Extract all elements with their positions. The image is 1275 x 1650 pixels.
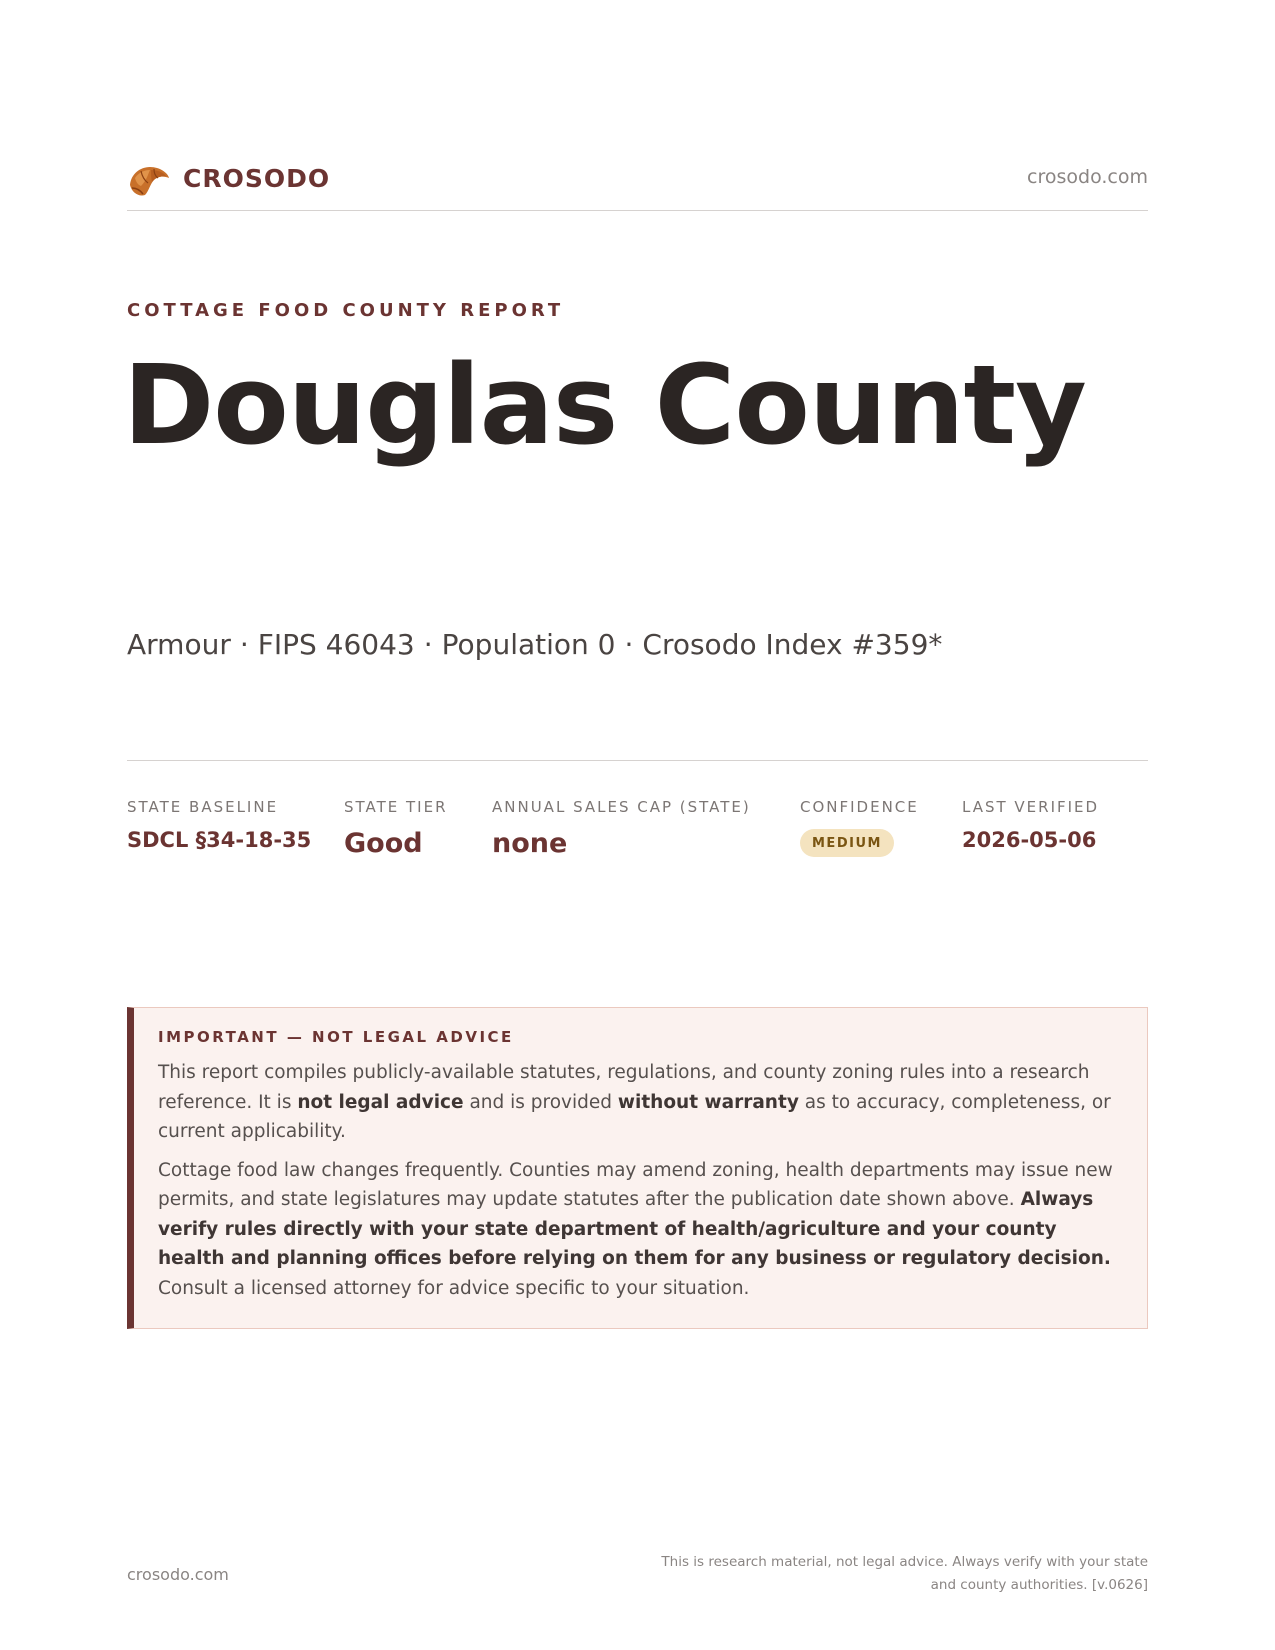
stat-label: LAST VERIFIED: [962, 798, 1100, 816]
footer-disclaimer-line: This is research material, not legal advice. Always verify with your state: [661, 1554, 1148, 1570]
crosodo-index: Crosodo Index #359*: [642, 628, 943, 661]
divider: [127, 760, 1148, 761]
county-seat: Armour: [127, 628, 231, 661]
separator: ·: [239, 628, 249, 661]
footer-disclaimer-line: and county authorities. [v.0626]: [930, 1577, 1148, 1593]
report-eyebrow: COTTAGE FOOD COUNTY REPORT: [127, 300, 565, 321]
page-header: [127, 158, 1148, 211]
disclaimer-heading: IMPORTANT — NOT LEGAL ADVICE: [158, 1028, 514, 1046]
stat-annual-sales-cap: [492, 798, 751, 859]
text-run: This report compiles publicly-available statutes, regulations, and county zoning rules into a research reference. It is: [158, 1062, 1090, 1113]
text-run: as to accuracy, completeness, or current applicability.: [158, 1091, 1111, 1142]
page-title: Douglas County: [123, 341, 1086, 469]
separator: ·: [624, 628, 634, 661]
separator: ·: [423, 628, 433, 661]
stat-value: none: [492, 828, 568, 859]
county-subtitle: [127, 628, 942, 661]
text-run: Consult a licensed attorney for advice specific to your situation.: [158, 1277, 750, 1299]
footer-disclaimer: [628, 1551, 1148, 1597]
stat-value: 2026-05-06: [962, 828, 1097, 852]
stat-label: STATE TIER: [344, 798, 448, 816]
stat-label: CONFIDENCE: [800, 798, 919, 816]
population: Population 0: [441, 628, 616, 661]
footer-site-link[interactable]: crosodo.com: [127, 1565, 229, 1584]
emphasis: Always verify rules directly with your state department of health/agriculture and your county health and planning offices before relying on them for any business or regulatory decision.: [158, 1189, 1111, 1269]
stat-state-tier: [344, 798, 448, 859]
header-site-link[interactable]: crosodo.com: [1027, 166, 1148, 188]
stat-state-baseline: [127, 798, 311, 852]
stat-confidence: [800, 798, 919, 857]
disclaimer-paragraph: [158, 1156, 1121, 1304]
confidence-badge: MEDIUM: [800, 829, 894, 857]
croissant-icon: [127, 158, 171, 198]
stat-last-verified: [962, 798, 1099, 852]
stat-label: ANNUAL SALES CAP (STATE): [492, 798, 751, 816]
disclaimer-paragraph: [158, 1058, 1121, 1147]
stat-value: Good: [344, 828, 423, 859]
brand[interactable]: [127, 158, 330, 198]
legal-disclaimer-box: [127, 1007, 1148, 1329]
text-run: Cottage food law changes frequently. Counties may amend zoning, health departments may issue new permits, and state legislatures may update statutes after the publication date shown above.: [158, 1159, 1113, 1210]
text-run: and is provided: [463, 1091, 618, 1113]
fips-code: FIPS 46043: [257, 628, 415, 661]
brand-name: CROSODO: [183, 163, 331, 193]
emphasis: without warranty: [617, 1091, 799, 1113]
stat-value: SDCL §34-18-35: [127, 828, 312, 852]
stat-label: STATE BASELINE: [127, 798, 279, 816]
report-page: [123, 0, 1148, 1650]
emphasis: not legal advice: [297, 1091, 464, 1113]
